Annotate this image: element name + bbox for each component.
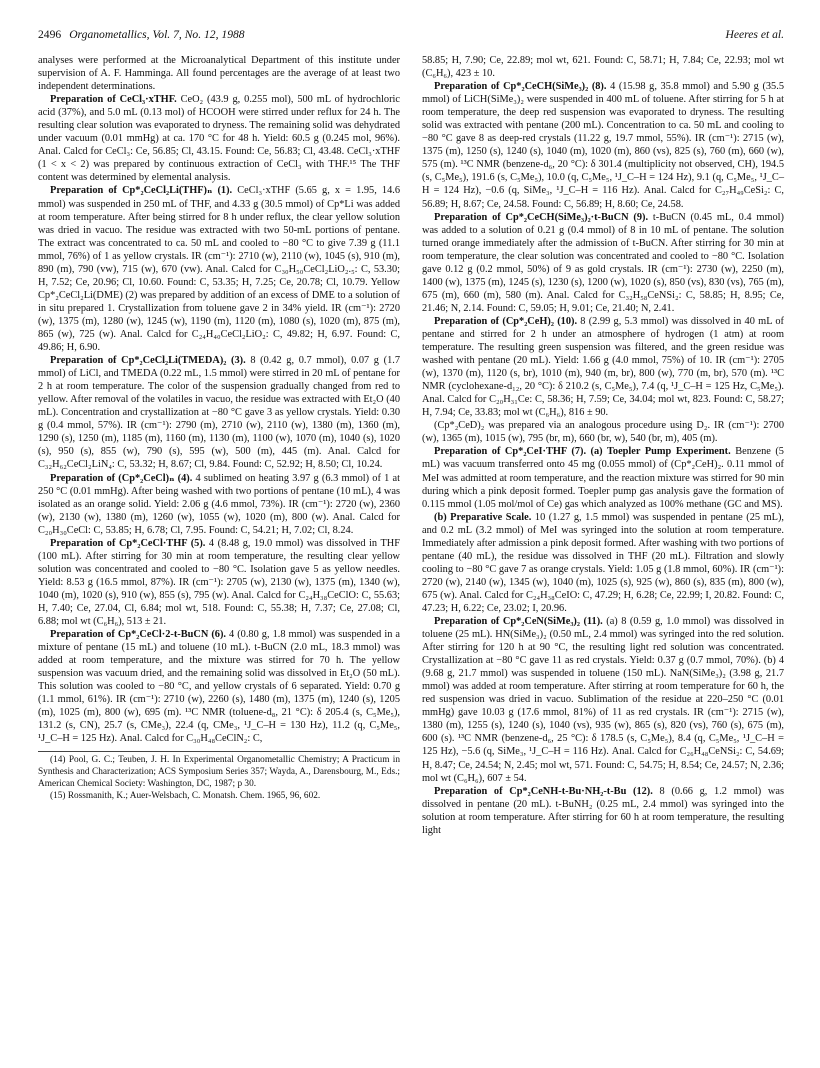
- paragraph-heading: Preparation of Cp*₂CeCl₂Li(TMEDA)₂ (3).: [50, 355, 246, 367]
- paragraph-text: 4 (8.48 g, 19.0 mmol) was dissolved in THF (100 mL). After stirring for 30 min at room temperature, the resulting clear yellow solution was concentrated and cooled to −80 °C. Isolation gave 5 as yellow needles. Yield: 8.53 g (16.5 mmol, 87%). IR (cm⁻¹): 2705 (w), 2130 (w), 1375 (m), 1340 (w), 1040 (m), 1020 (s), 910 (w), 855 (s), 795 (w). Anal. Calcd for C₂₄H₃₈CeClO: C, 55.63; H, 7.40; Ce, 27.04, Cl, 6.84; mol wt, 518. Found: C, 55.38; H, 7.37; Ce, 27.08; Cl, 6.88; mol wt (C₆H₆), 513 ± 21.: [38, 537, 400, 628]
- paragraph: [422, 54, 784, 80]
- paragraph-heading: Preparation of Cp*₂CeI·THF (7). (a) Toepler Pump Experiment.: [434, 446, 731, 458]
- paragraph: [422, 419, 784, 445]
- paragraph: [422, 785, 784, 837]
- paragraph-text: 8 (0.66 g, 1.2 mmol) was dissolved in pentane (20 mL). t-BuNH₂ (0.25 mL, 2.4 mmol) was syringed into the solution at room temperature. After stirring for 60 h at room temperature, the resulting light: [422, 785, 785, 836]
- paragraph-text: CeCl₃·xTHF (5.65 g, x = 1.95, 14.6 mmol) was suspended in 250 mL of THF, and 4.33 g (30.5 mmol) of Cp*Li was added at room temperature. After being stirred for 8 h under reflux, the clear yellow solution was dried in vacuo. The residue was extracted with two 50-mL portions of pentane. The extract was concentrated to ca. 50 mL and cooled to −80 °C to give 7.39 g (11.1 mmol, 76%) of 1 as yellow crystals. IR (cm⁻¹): 2710 (w), 2110 (w), 1045 (s), 910 (m), 890 (m), 790 (vw), 715 (w), 670 (vw). Anal. Calcd for C₃₀H₅₀CeCl₂LiO₂.₅: C, 53.30; H, 7.52; Ce, 20.96; Cl, 10.60. Found: C, 53.35; H, 7.25; Ce, 20.78; Cl, 10.79. Yellow Cp*₂CeCl₂Li(DME) (2) was prepared by addition of an excess of DME to a solution of in situ prepared 1. Crystallization from toluene gave 2 in 34% yield. IR (cm⁻¹): 2720 (w), 1375 (m), 1280 (w), 1245 (w), 1190 (m), 1120 (m), 1080 (s), 1020 (m), 875 (m), 865 (w), 725 (w). Anal. Calcd for C₂₄H₄₀CeCl₂LiO₂: C, 49.82; H, 6.97. Found: C, 49.86; H, 6.90.: [38, 185, 400, 354]
- paragraph-text: 4 (15.98 g, 35.8 mmol) and 5.90 g (35.5 mmol) of LiCH(SiMe₃)₂ were suspended in 400 mL of toluene. After stirring for 5 h at room temperature, the deep red suspension was evaporated to dryness. The resulting solid was extracted with pentane (200 mL). Concentration to ca. 50 mL and cooling to −80 °C gave 8 as deep-red crystals (11.22 g, 19.7 mmol, 55%). IR (cm⁻¹): 2715 (w), 1375 (m), 1250 (s), 1240 (s), 1040 (m), 1020 (m), 860 (vs), 825 (s), 760 (m), 660 (w), 575 (m). ¹³C NMR (benzene-d₆, 20 °C): δ 301.4 (multiplicity not observed, CH), 194.5 (s, C₅Me₅), 191.6 (s, C₅Me₅), 10.0 (q, C₅Me₅, ¹J_C–H = 124 Hz), 9.1 (q, C₅Me₅, ¹J_C–H = 124 Hz), −0.6 (q, SiMe₃, ¹J_C–H = 116 Hz). Anal. Calcd for C₂₇H₄₉CeSi₂: C, 56.89; H, 8.67; Ce, 24.58. Found: C, 56.89; H, 8.60; Ce, 24.58.: [422, 81, 784, 210]
- journal-citation: Organometallics, Vol. 7, No. 12, 1988: [69, 28, 245, 41]
- paragraph: [422, 80, 784, 210]
- left-paragraphs: [38, 54, 400, 745]
- footnote: (15) Rossmanith, K.; Auer-Welsbach, C. Monatsh. Chem. 1965, 96, 602.: [50, 790, 321, 801]
- right-paragraphs: [422, 54, 784, 837]
- paragraph: [422, 511, 784, 615]
- paragraph-text: (a) 8 (0.59 g, 1.0 mmol) was dissolved in toluene (25 mL). HN(SiMe₃)₂ (0.50 mL, 2.4 mmol) was syringed into the red solution. After stirring for 120 h at 90 °C, the resulting light red solution was concentrated. Crystallization at −80 °C gave 11 as red crystals. Yield: 0.37 g (0.7 mmol, 70%). (b) 4 (9.68 g, 21.7 mmol) was suspended in toluene (150 mL). NaN(SiMe₃)₂ (3.98 g, 21.7 mmol) was added at room temperature. After stirring at room temperature for 60 h, the red suspension was dried in vacuo. Sublimation of the residue at 220–250 °C (0.01 mmHg) gave 10.03 g (17.6 mmol, 81%) of 11 as red crystals. IR (cm⁻¹): 2715 (w), 1380 (m), 1255 (s), 1240 (s), 1040 (vs), 935 (w), 865 (s), 820 (vs), 760 (s), 675 (m), 600 (s). ¹³C NMR (benzene-d₆, 25 °C): δ 178.5 (s, C₅Me₅), 8.4 (q, C₅Me₅, ¹J_C–H = 125 Hz), −5.6 (q, SiMe₃, ¹J_C–H = 116 Hz). Anal. Calcd for C₂₆H₄₈CeNSi₂: C, 54.69; H, 8.47; Ce, 24.54; N, 2.45; mol wt, 571. Found: C, 54.75; H, 8.54; Ce, 24.57; N, 2.36; mol wt (C₆H₆), 607 ± 54.: [422, 616, 784, 784]
- paragraph-heading: Preparation of Cp*₂CeN(SiMe₃)₂ (11).: [434, 616, 603, 628]
- paragraph-text: t-BuCN (0.45 mL, 0.4 mmol) was added to a solution of 0.21 g (0.4 mmol) of 8 in 10 mL of pentane. The solution turned orange immediately after the admission of t-BuCN. After stirring for 30 min at room temperature, the clear solution was concentrated and cooled to −80 °C. Isolation gave 0.12 g (0.2 mmol, 50%) of 9 as gold crystals. IR (cm⁻¹): 2730 (w), 2250 (m), 1400 (w), 1375 (m), 1245 (s), 1230 (s), 1200 (w), 1020 (s), 850 (vs), 830 (vs), 765 (m), 675 (m), 660 (m), 580 (m). Anal. Calcd for C₃₂H₅₈CeNSi₂: C, 58.85; H, 8.95; Ce, 21.46; N, 2.14. Found: C, 59.05; H, 9.01; Ce, 21.40; N, 2.41.: [422, 211, 784, 314]
- running-head: [38, 28, 784, 50]
- paragraph-text: analyses were performed at the Microanalytical Department of this institute under supervision of A. F. Hamminga. All found percentages are the average of at least two independent determinations.: [38, 55, 400, 93]
- paragraph-text: 4 sublimed on heating 3.97 g (6.3 mmol) of 1 at 250 °C (0.01 mmHg). After being washed with two portions of pentane (10 mL), 4 was isolated as an orange solid. Yield: 2.06 g (4.6 mmol, 73%). IR (cm⁻¹): 2720 (w), 2360 (w), 2130 (w), 1380 (m), 1260 (w), 1055 (w), 1020 (m), 800 (w). Anal. Calcd for C₂₀H₃₀CeCl: C, 53.85; H, 6.78; Cl, 7.95. Found: C, 54.21; H, 7.02; Cl, 8.24.: [38, 472, 400, 536]
- paragraph-heading: Preparation of Cp*₂CeCl·THF (5).: [50, 537, 206, 549]
- paragraph-text: CeO₂ (43.9 g, 0.255 mol), 500 mL of hydrochloric acid (37%), and 5.0 mL (0.13 mol) of HCOOH were stirred under reflux for 24 h. The resulting clear solution was evaporated to dryness. The remaining solid was dehydrated under vacuum (0.01 mmHg) at ca. 170 °C for 48 h. Yield: 60.5 g (0.245 mol, 96%). Anal. Calcd for CeCl₃: Ce, 56.85; Cl, 43.15. Found: Ce, 56.83; Cl, 43.48. CeCl₃·xTHF (1 < x < 2) was prepared by continuous extraction of CeCl₃ with THF.¹⁵ The THF content was determined by elemental analysis.: [38, 94, 400, 184]
- paragraph-text: 8 (2.99 g, 5.3 mmol) was dissolved in 40 mL of pentane and stirred for 2 h under an atmosphere of hydrogen (1 atm) at room temperature. The resulting green suspension was filtered, and the green residue was washed with pentane (20 mL). Yield: 1.66 g (4.0 mmol, 75%) of 10. IR (cm⁻¹): 2705 (w), 1370 (m), 1120 (s, br), 1010 (m), 940 (m, br), 800 (w), 770 (m, br), 570 (m). ¹³C NMR (cyclohexane-d₁₂, 20 °C): δ 210.2 (s, C₅Me₅), 7.4 (q, ¹J_C–H = 125 Hz, C₅Me₅). Anal. Calcd for C₂₀H₃₁Ce: C, 58.36; H, 7.59; Ce, 34.04; mol wt, 823. Found: C, 58.27; H, 7.94; Ce, 33.83; mol wt (C₆H₆), 816 ± 90.: [422, 315, 784, 419]
- right-column: [422, 54, 784, 837]
- paragraph: [38, 472, 400, 537]
- paragraph-heading: Preparation of Cp*₂CeCH(SiMe₃)₂·t-BuCN (9).: [434, 211, 649, 223]
- paragraph-heading: Preparation of CeCl₃·xTHF.: [50, 94, 177, 106]
- paragraph: [422, 211, 784, 315]
- paragraph-heading: Preparation of Cp*₂CeCl·2-t-BuCN (6).: [50, 629, 227, 641]
- two-column-body: [38, 54, 784, 837]
- paragraph: [422, 315, 784, 419]
- paragraph-heading: Preparation of (Cp*₂CeCl)ₙ (4).: [50, 472, 193, 484]
- paragraph-text: (Cp*₂CeD)₂ was prepared via an analogous procedure using D₂. IR (cm⁻¹): 2700 (w), 1365 (m), 1015 (w), 795 (br, m), 660 (br, w), 540 (br, m), 405 (m).: [422, 420, 784, 445]
- paragraph: [38, 628, 400, 745]
- footnotes: [38, 751, 400, 802]
- paragraph: [422, 445, 784, 510]
- paragraph-text: 58.85; H, 7.90; Ce, 22.89; mol wt, 621. Found: C, 58.71; H, 7.84; Ce, 22.93; mol wt (C₆H₆), 423 ± 10.: [422, 55, 784, 80]
- paragraph-heading: Preparation of (Cp*₂CeH)₂ (10).: [434, 315, 578, 327]
- paragraph: [38, 184, 400, 354]
- paragraph-text: 4 (0.80 g, 1.8 mmol) was suspended in a mixture of pentane (15 mL) and toluene (10 mL). t-BuCN (2.0 mL, 18.3 mmol) was added at room temperature, and the mixture was stirred for 70 h. The yellow suspension was vacuum dried, and the remaining solid was dissolved in Et₂O (50 mL). This solution was cooled to −80 °C, and yellow crystals of 6 separated. Yield: 0.70 g (1.1 mmol, 61%). IR (cm⁻¹): 2710 (w), 2260 (s), 1480 (m), 1375 (m), 1240 (s), 1205 (m), 1025 (m), 800 (w), 695 (m). ¹³C NMR (toluene-d₈, 21 °C): δ 205.4 (s, C₅Me₅), 131.2 (s, CN), 25.7 (s, CMe₃), 22.4 (q, CMe₃, ¹J_C–H = 130 Hz), 11.2 (q, C₅Me₅, ¹J_C–H = 125 Hz). Anal. Calcd for C₃₀H₄₈CeClN₂: C,: [38, 629, 400, 745]
- paragraph-heading: Preparation of Cp*₂CeNH-t-Bu·NH₂-t-Bu (12).: [434, 785, 653, 797]
- paragraph: [38, 537, 400, 628]
- left-column: [38, 54, 400, 837]
- paragraph-text: 8 (0.42 g, 0.7 mmol), 0.07 g (1.7 mmol) of LiCl, and TMEDA (0.22 mL, 1.5 mmol) were stirred in 20 mL of pentane for 2 h at room temperature. The color of the suspension gradually changed from red to yellow. After removal of the volatiles in vacuo, the residue was extracted with Et₂O (40 mL). Concentration and crystallization at −80 °C gave 3 as yellow crystals. Yield: 0.30 g (0.4 mmol, 57%). IR (cm⁻¹): 2790 (m), 2710 (w), 2110 (w), 1380 (m), 1360 (m), 1290 (s), 1250 (m), 1185 (m), 1160 (m), 1130 (m), 1100 (w), 1070 (m), 1040 (s), 1020 (s), 950 (s), 855 (w), 790 (s), 595 (w), 500 (m), 445 (m). Anal. Calcd for C₃₂H₆₂CeCl₂LiN₄: C, 53.32; H, 8.67; Cl, 9.84. Found: C, 52.92; H, 8.50; Cl, 10.24.: [38, 355, 400, 471]
- paragraph: [38, 93, 400, 184]
- paragraph-text: Benzene (5 mL) was vacuum transferred onto 45 mg (0.055 mmol) of (Cp*₂CeH)₂. 0.11 mmol of MeI was admitted at room temperature, and the reaction mixture was stirred for 90 min during which a pink deposit formed. Toepler pump gas analysis gave the formation of 0.115 mmol (1.05 mol/mol of Ce) gas which analyzed as 100% methane (GC and MS).: [422, 446, 784, 510]
- paragraph: [38, 54, 400, 93]
- footnote: (14) Pool, G. C.; Teuben, J. H. In Experimental Organometallic Chemistry; A Practicum in Synthesis and Characterization; ACS Symposium Series 357; Wayda, A., Darensbourg, M., Eds.; American Chemical Society: Washington, DC, 1987; p 30.: [38, 755, 400, 790]
- running-author: Heeres et al.: [725, 28, 784, 41]
- page-number: 2496: [38, 28, 62, 41]
- paragraph-heading: (b) Preparative Scale.: [434, 511, 532, 523]
- paragraph-text: 10 (1.27 g, 1.5 mmol) was suspended in pentane (25 mL), and 0.2 mL (3.2 mmol) of MeI was syringed into the solution at room temperature. Immediately after admission a pink deposit formed. After washing with two portions of pentane (40 mL), the residue was dissolved in THF (20 mL). Filtration and slowly cooling to −80 °C gave 7 as orange crystals. Yield: 1.05 g (1.8 mmol, 60%). IR (cm⁻¹): 2720 (w), 2140 (w), 1345 (w), 1040 (m), 1025 (s), 925 (w), 860 (s), 835 (m), 800 (w), 675 (w). Anal. Calcd for C₂₄H₃₈CeIO: C, 47.29; H, 6.28; Ce, 22.99; I, 20.82. Found: C, 47.23; H, 6.22; Ce, 23.02; I, 20.96.: [422, 511, 784, 614]
- paragraph-heading: Preparation of Cp*₂CeCl₂Li(THF)ₙ (1).: [50, 185, 233, 197]
- paragraph-heading: Preparation of Cp*₂CeCH(SiMe₃)₂ (8).: [434, 81, 607, 93]
- paragraph: [38, 354, 400, 471]
- paragraph: [422, 615, 784, 785]
